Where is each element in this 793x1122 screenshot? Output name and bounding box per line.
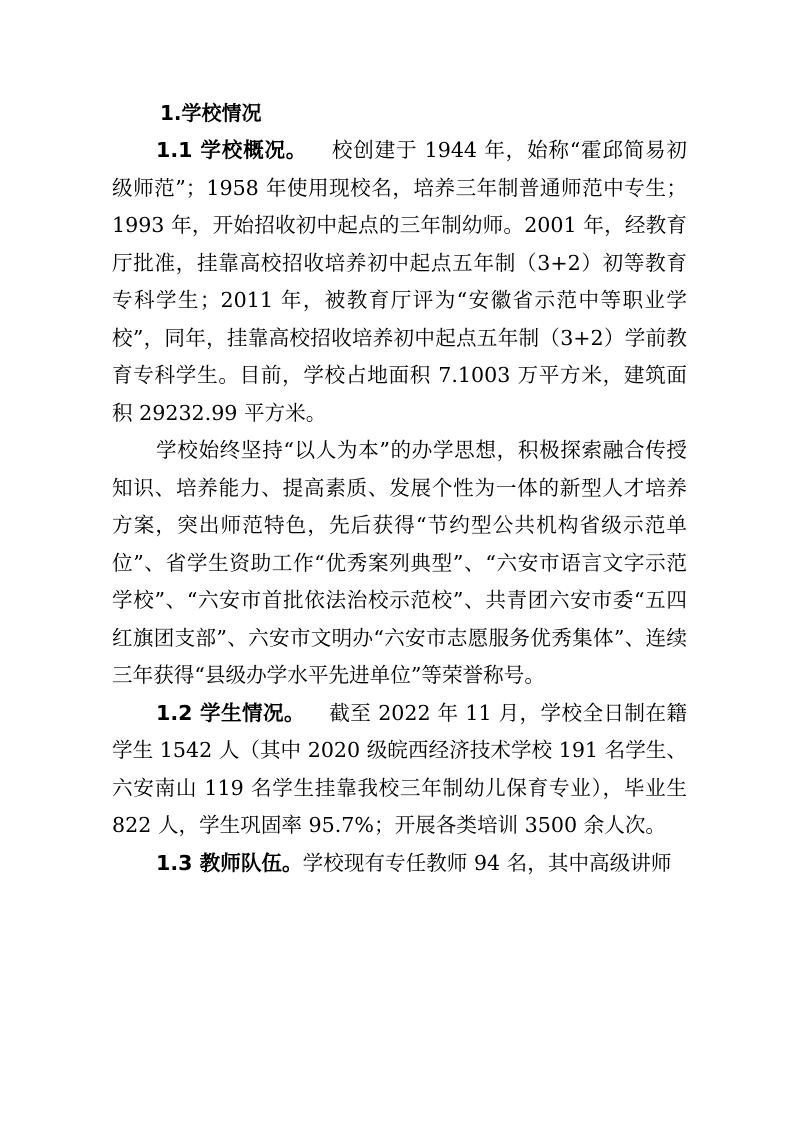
paragraph-lead: 1.3 教师队伍。 <box>156 850 303 875</box>
section-title: 1.学校情况 <box>160 101 262 125</box>
document-page <box>112 95 687 882</box>
paragraph-teacher-team <box>112 845 687 883</box>
paragraph-text: 截至 2022 年 11 月，学校全日制在籍学生 1542 人（其中 2020 级皖西经济技术学校 191 名学生、六安南山 119 名学生挂靠我校三年制幼儿保育专业），毕业生 822 人，学生巩固率 95.7%；开展各类培训 3500 余人次。 <box>112 700 687 837</box>
paragraph-school-overview <box>112 132 687 432</box>
paragraph-text: 校创建于 1944 年，始称“霍邱简易初级师范”；1958 年使用现校名，培养三年制普通师范中专生；1993 年，开始招收初中起点的三年制幼师。2001 年，经教育厅批准，挂靠高校招收培养初中起点五年制（3+2）初等教育专科学生；2011 年，被教育厅评为“安徽省示范中等职业学校”，同年，挂靠高校招收培养初中起点五年制（3+2）学前教育专科学生。目前，学校占地面积 7.1003 万平方米，建筑面积 29232.99 平方米。 <box>112 138 687 425</box>
paragraph-text: 学校始终坚持“以人为本”的办学思想，积极探索融合传授知识、培养能力、提高素质、发展个性为一体的新型人才培养方案，突出师范特色，先后获得“节约型公共机构省级示范单位”、省学生资助工作“优秀案列典型”、“六安市语言文字示范学校”、“六安市首批依法治校示范校”、共青团六安市委“五四红旗团支部”、六安市文明办“六安市志愿服务优秀集体”、连续三年获得“县级办学水平先进单位”等荣誉称号。 <box>112 438 687 687</box>
paragraph-lead: 1.2 学生情况。 <box>156 700 305 725</box>
paragraph-student-situation <box>112 695 687 845</box>
paragraph-school-honors <box>112 432 687 695</box>
paragraph-lead: 1.1 学校概况。 <box>156 138 308 162</box>
paragraph-text: 学校现有专任教师 94 名，其中高级讲师 <box>302 850 672 875</box>
